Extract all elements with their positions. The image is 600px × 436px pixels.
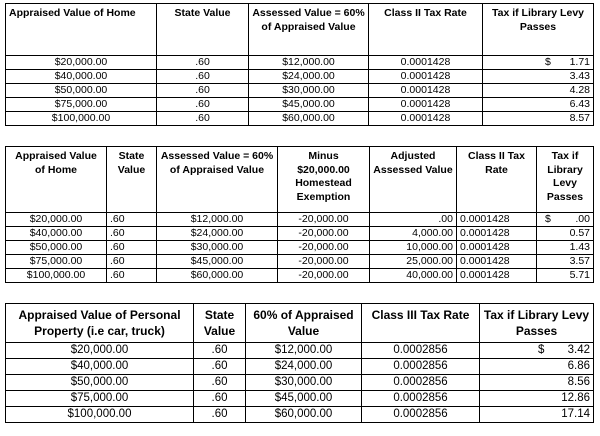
state-value-cell: .60	[157, 56, 249, 70]
adjusted-value-cell: 40,000.00	[370, 269, 457, 283]
table-body	[6, 213, 594, 283]
appraised-value-cell: $100,000.00	[6, 112, 157, 126]
header-tax-if-passes: Tax if Library Levy Passes	[483, 4, 594, 56]
class-iii-personal-property-tax-table	[5, 303, 594, 423]
tax-rate-cell: 0.0001428	[369, 70, 483, 84]
table-row	[6, 56, 594, 70]
header-state-value: State Value	[157, 4, 249, 56]
tax-value: 1.71	[569, 56, 590, 69]
tax-cell	[483, 56, 594, 70]
tax-rate-cell: 0.0002856	[362, 391, 480, 407]
tax-cell: 6.86	[480, 359, 594, 375]
appraised-value-cell: $20,000.00	[6, 213, 107, 227]
assessed-value-cell: $60,000.00	[249, 112, 369, 126]
tax-rate-cell: 0.0002856	[362, 375, 480, 391]
header-state-value: State Value	[107, 147, 157, 213]
assessed-value-cell: $24,000.00	[157, 227, 278, 241]
state-value-cell: .60	[107, 269, 157, 283]
appraised-value-cell: $20,000.00	[6, 56, 157, 70]
state-value-cell: .60	[157, 84, 249, 98]
appraised-value-cell: $75,000.00	[6, 255, 107, 269]
assessed-value-cell: $30,000.00	[157, 241, 278, 255]
header-tax-if-passes: Tax if Library Levy Passes	[480, 304, 594, 343]
header-appraised-value: Appraised Value of Personal Property (i.e car, truck)	[6, 304, 194, 343]
state-value-cell: .60	[107, 255, 157, 269]
header-adjusted-assessed-value: Adjusted Assessed Value	[370, 147, 457, 213]
appraised-value-cell: $50,000.00	[6, 241, 107, 255]
table-body	[6, 56, 594, 126]
state-value-cell: .60	[194, 391, 246, 407]
class-ii-tax-table	[5, 3, 594, 126]
exemption-cell: -20,000.00	[278, 213, 370, 227]
header-appraised-value: Appraised Value of Home	[6, 4, 157, 56]
assessed-value-cell: $60,000.00	[157, 269, 278, 283]
header-assessed-value: 60% of Appraised Value	[246, 304, 362, 343]
state-value-cell: .60	[194, 407, 246, 423]
table-row	[6, 84, 594, 98]
table-header-row	[6, 147, 594, 213]
state-value-cell: .60	[194, 375, 246, 391]
appraised-value-cell: $40,000.00	[6, 227, 107, 241]
state-value-cell: .60	[194, 343, 246, 359]
state-value-cell: .60	[107, 213, 157, 227]
tax-rate-cell: 0.0002856	[362, 343, 480, 359]
appraised-value-cell: $100,000.00	[6, 407, 194, 423]
appraised-value-cell: $20,000.00	[6, 343, 194, 359]
state-value-cell: .60	[194, 359, 246, 375]
adjusted-value-cell: 25,000.00	[370, 255, 457, 269]
header-tax-rate: Class II Tax Rate	[457, 147, 537, 213]
table-row	[6, 391, 594, 407]
tax-cell	[537, 213, 594, 227]
appraised-value-cell: $40,000.00	[6, 70, 157, 84]
header-appraised-value: Appraised Value of Home	[6, 147, 107, 213]
tax-rate-cell: 0.0001428	[457, 241, 537, 255]
state-value-cell: .60	[157, 98, 249, 112]
header-tax-rate: Class III Tax Rate	[362, 304, 480, 343]
adjusted-value-cell: 10,000.00	[370, 241, 457, 255]
table-header-row	[6, 4, 594, 56]
header-homestead-exemption: Minus $20,000.00 Homestead Exemption	[278, 147, 370, 213]
table-row	[6, 241, 594, 255]
assessed-value-cell: $24,000.00	[249, 70, 369, 84]
header-tax-if-passes: Tax if Library Levy Passes	[537, 147, 594, 213]
header-state-value: State Value	[194, 304, 246, 343]
appraised-value-cell: $40,000.00	[6, 359, 194, 375]
table-row	[6, 343, 594, 359]
appraised-value-cell: $75,000.00	[6, 98, 157, 112]
currency-symbol: $	[545, 56, 551, 69]
tax-rate-cell: 0.0001428	[369, 56, 483, 70]
assessed-value-cell: $12,000.00	[246, 343, 362, 359]
table-row	[6, 407, 594, 423]
state-value-cell: .60	[157, 70, 249, 84]
tax-rate-cell: 0.0001428	[457, 227, 537, 241]
assessed-value-cell: $60,000.00	[246, 407, 362, 423]
tax-cell: 6.43	[483, 98, 594, 112]
state-value-cell: .60	[157, 112, 249, 126]
tax-cell	[480, 343, 594, 359]
exemption-cell: -20,000.00	[278, 255, 370, 269]
tax-cell: 3.43	[483, 70, 594, 84]
tax-rate-cell: 0.0002856	[362, 407, 480, 423]
appraised-value-cell: $75,000.00	[6, 391, 194, 407]
tax-rate-cell: 0.0002856	[362, 359, 480, 375]
tax-value: .00	[575, 213, 590, 226]
table-row	[6, 70, 594, 84]
assessed-value-cell: $30,000.00	[246, 375, 362, 391]
state-value-cell: .60	[107, 227, 157, 241]
tax-cell: 1.43	[537, 241, 594, 255]
tax-value: 3.42	[567, 343, 590, 356]
state-value-cell: .60	[107, 241, 157, 255]
assessed-value-cell: $12,000.00	[249, 56, 369, 70]
table-row	[6, 213, 594, 227]
appraised-value-cell: $50,000.00	[6, 375, 194, 391]
class-ii-homestead-tax-table	[5, 146, 594, 283]
assessed-value-cell: $30,000.00	[249, 84, 369, 98]
exemption-cell: -20,000.00	[278, 241, 370, 255]
assessed-value-cell: $45,000.00	[246, 391, 362, 407]
table-row	[6, 375, 594, 391]
table-row	[6, 227, 594, 241]
exemption-cell: -20,000.00	[278, 227, 370, 241]
tax-cell: 4.28	[483, 84, 594, 98]
tax-rate-cell: 0.0001428	[369, 84, 483, 98]
assessed-value-cell: $45,000.00	[249, 98, 369, 112]
table-row	[6, 359, 594, 375]
assessed-value-cell: $12,000.00	[157, 213, 278, 227]
appraised-value-cell: $50,000.00	[6, 84, 157, 98]
header-assessed-value: Assessed Value = 60% of Appraised Value	[249, 4, 369, 56]
tax-rate-cell: 0.0001428	[457, 269, 537, 283]
currency-symbol: $	[538, 343, 545, 356]
table-header-row	[6, 304, 594, 343]
exemption-cell: -20,000.00	[278, 269, 370, 283]
adjusted-value-cell: .00	[370, 213, 457, 227]
table-row	[6, 112, 594, 126]
table-row	[6, 269, 594, 283]
tax-cell: 8.57	[483, 112, 594, 126]
tax-rate-cell: 0.0001428	[457, 213, 537, 227]
tax-cell: 12.86	[480, 391, 594, 407]
table-row	[6, 98, 594, 112]
table-body	[6, 343, 594, 423]
tax-cell: 5.71	[537, 269, 594, 283]
header-tax-rate: Class II Tax Rate	[369, 4, 483, 56]
assessed-value-cell: $24,000.00	[246, 359, 362, 375]
appraised-value-cell: $100,000.00	[6, 269, 107, 283]
currency-symbol: $	[545, 213, 551, 226]
tax-cell: 0.57	[537, 227, 594, 241]
tax-cell: 17.14	[480, 407, 594, 423]
tax-rate-cell: 0.0001428	[457, 255, 537, 269]
tax-rate-cell: 0.0001428	[369, 98, 483, 112]
assessed-value-cell: $45,000.00	[157, 255, 278, 269]
tax-rate-cell: 0.0001428	[369, 112, 483, 126]
tax-cell: 3.57	[537, 255, 594, 269]
tax-cell: 8.56	[480, 375, 594, 391]
adjusted-value-cell: 4,000.00	[370, 227, 457, 241]
header-assessed-value: Assessed Value = 60% of Appraised Value	[157, 147, 278, 213]
table-row	[6, 255, 594, 269]
